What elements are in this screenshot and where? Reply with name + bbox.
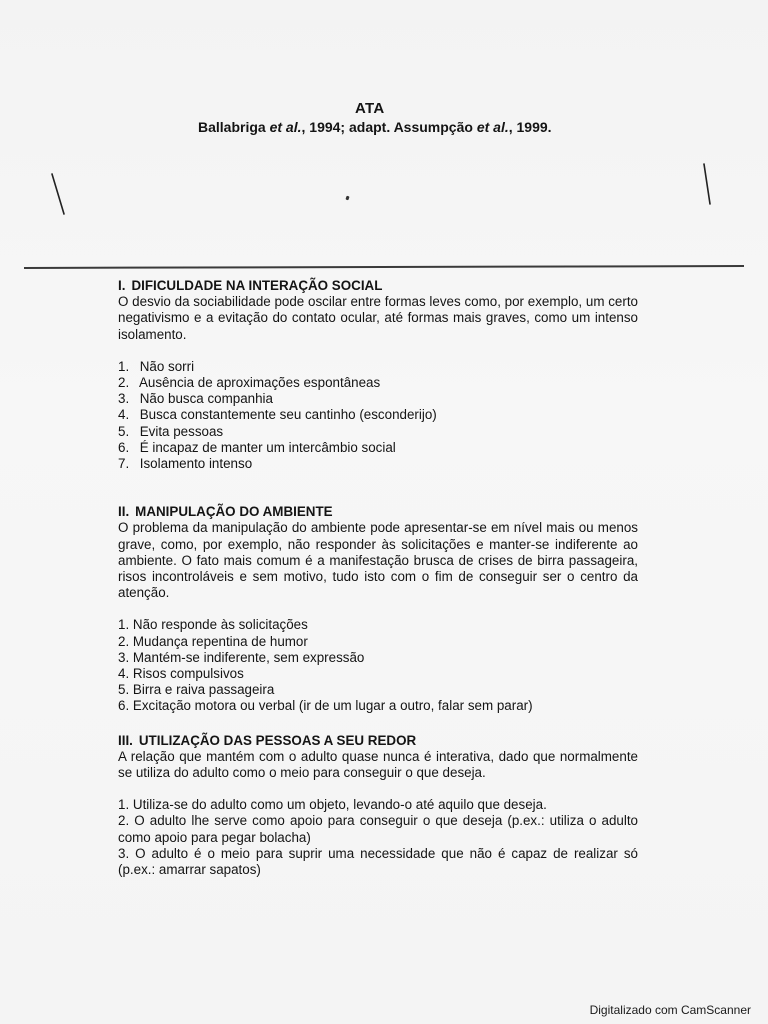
criteria-list [118,797,638,878]
document-body [118,278,638,878]
section-title: MANIPULAÇÃO DO AMBIENTE [135,504,333,520]
item-number: 3. [118,845,130,861]
list-item [118,391,638,407]
list-item [118,456,638,472]
item-text: Mudança repentina de humor [132,633,308,649]
item-number: 3. [118,649,130,665]
item-text: Utiliza-se do adulto como um objeto, levando-o até aquilo que deseja. [132,797,547,813]
horizontal-divider [24,265,744,269]
section-title: DIFICULDADE NA INTERAÇÃO SOCIAL [131,278,383,293]
ink-dot [345,196,349,201]
section-title: UTILIZAÇÃO DAS PESSOAS A SEU REDOR [138,732,417,748]
item-text: Mantém-se indiferente, sem expressão [132,649,365,665]
item-number: 6. [118,698,130,714]
section-social-interaction [118,278,638,472]
item-text: É incapaz de manter um intercâmbio social [139,439,396,455]
list-item [118,375,638,391]
list-item [118,634,638,650]
item-number: 1. [118,617,130,633]
pen-mark-left [50,172,66,216]
item-text: Isolamento intenso [139,456,253,472]
section-heading [118,504,638,520]
item-number: 1. [118,358,130,374]
criteria-list [118,617,638,714]
citation-text-1: Ballabriga [198,119,270,135]
document-citation [198,119,552,135]
item-number: 2. [118,633,130,649]
item-number: 2. [118,813,130,829]
item-text: O adulto lhe serve como apoio para conseguir o que deseja (p.ex.: utiliza o adulto como apoio para pegar bolacha) [118,813,638,845]
list-item [118,440,638,456]
section-number: I. [118,278,126,293]
section-environment-manipulation [118,504,638,714]
list-item [118,846,638,878]
item-text: Evita pessoas [139,423,224,439]
citation-text-2: , 1994; adapt. Assumpção [301,119,477,135]
item-number: 6. [118,439,130,455]
item-number: 5. [118,682,130,698]
section-use-of-people [118,733,638,879]
item-text: Não responde às solicitações [132,617,308,633]
list-item [118,797,638,813]
section-description: O desvio da sociabilidade pode oscilar entre formas leves como, por exemplo, um certo negativismo e a evitação do contato ocular, até formas mais graves, como um intenso isolamento. [118,294,638,342]
section-description: A relação que mantém com o adulto quase nunca é interativa, dado que normalmente se utiliza do adulto como o meio para conseguir o que deseja. [118,748,638,781]
scanner-watermark: Digitalizado com CamScanner [589,1003,751,1017]
item-text: Birra e raiva passageira [132,682,275,698]
criteria-list [118,359,638,472]
item-text: Não sorri [139,358,195,374]
section-heading [118,733,638,749]
list-item [118,682,638,698]
item-number: 4. [118,666,130,682]
list-item [118,650,638,666]
item-text: Excitação motora ou verbal (ir de um lugar a outro, falar sem parar) [132,698,533,714]
item-text: Risos compulsivos [132,666,244,682]
citation-text-3: , 1999. [508,119,552,135]
section-description: O problema da manipulação do ambiente pode apresentar-se em nível mais ou menos grave, como, por exemplo, não responder às solicitações e manter-se indiferente ao ambiente. O fato mais comum é a manifestação brusca de crises de birra passageira, risos incontroláveis e sem motivo, tudo isto com o fim de conseguir ser o centro da atenção. [118,520,638,601]
item-text: Busca constantemente seu cantinho (esconderijo) [139,407,437,423]
item-text: O adulto é o meio para suprir uma necessidade que não é capaz de realizar só (p.ex.: amarrar sapatos) [118,845,638,878]
document-title: ATA [355,100,385,117]
list-item [118,359,638,375]
section-number: II. [118,504,130,520]
list-item [118,617,638,633]
item-number: 3. [118,391,130,407]
list-item [118,407,638,423]
list-item [118,698,638,714]
pen-mark-right [700,162,714,206]
section-heading [118,278,638,294]
list-item [118,666,638,682]
item-number: 2. [118,375,130,391]
item-number: 5. [118,423,130,439]
list-item [118,813,638,845]
citation-etal-2: et al. [476,119,509,135]
item-number: 7. [118,456,130,472]
list-item [118,424,638,440]
item-text: Não busca companhia [139,391,273,407]
item-text: Ausência de aproximações espontâneas [138,375,381,391]
item-number: 1. [118,797,130,813]
item-number: 4. [118,407,130,423]
citation-etal-1: et al. [269,119,302,135]
section-number: III. [118,732,133,748]
